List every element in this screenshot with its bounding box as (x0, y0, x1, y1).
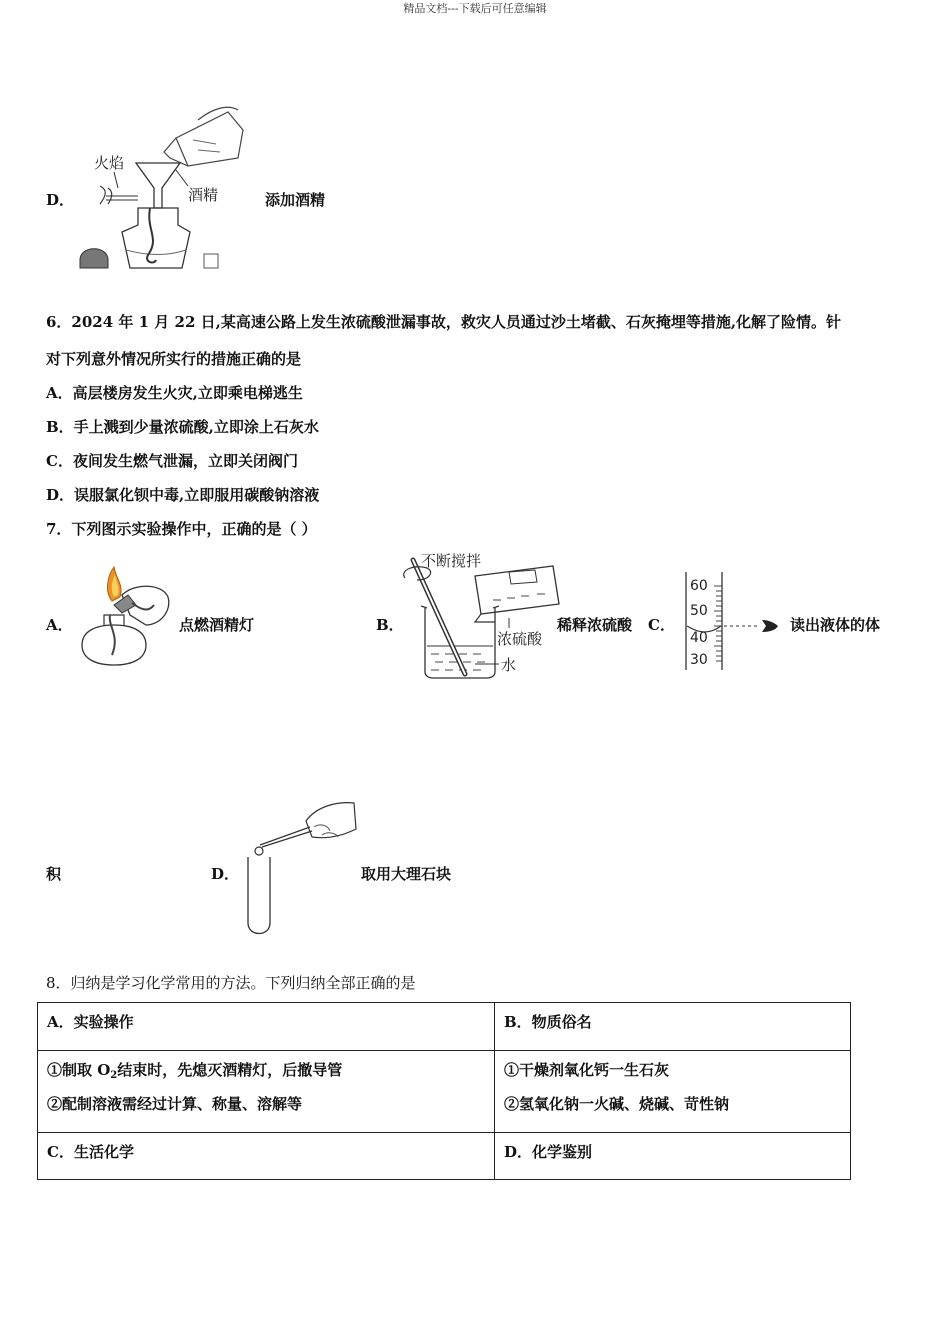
q8-cell-a-title: A．实验操作 (47, 1013, 134, 1031)
fig-acid-label: 浓硫酸 (497, 630, 543, 648)
q8-cell-b-title: B．物质俗名 (504, 1013, 592, 1031)
q6-stem-line2: 对下列意外情况所实行的措施正确的是 (46, 350, 302, 368)
q7-option-d-caption: 取用大理石块 (361, 865, 452, 883)
q8-cell-b-line2: ②氢氧化钠一火碱、烧碱、苛性钠 (504, 1095, 730, 1113)
q6-option-b: B．手上溅到少量浓硫酸,立即涂上石灰水 (46, 418, 319, 436)
cylinder-tick-40: 40 (690, 630, 708, 646)
q7-option-a-letter: A． (46, 616, 73, 634)
q6-option-a: A．高层楼房发生火灾,立即乘电梯逃生 (46, 384, 303, 402)
cylinder-tick-50: 50 (690, 603, 708, 619)
q5-option-d-caption: 添加酒精 (265, 191, 326, 209)
q7-option-a-caption: 点燃酒精灯 (179, 616, 255, 634)
q7-option-d-letter: D． (211, 865, 240, 883)
fig-stir-label: 不断搅拌 (421, 552, 482, 570)
q7-option-c-caption: 读出液体的体 (790, 616, 881, 634)
q8-cell-d-title: D．化学鉴别 (504, 1143, 593, 1161)
q6-option-d: D．误服氯化钡中毒,立即服用碳酸钠溶液 (46, 486, 320, 504)
q7-option-c-letter: C． (648, 616, 675, 634)
q7-option-b-caption: 稀释浓硫酸 (557, 616, 633, 634)
cylinder-tick-30: 30 (690, 652, 708, 668)
q8-table (37, 1002, 851, 1180)
q5-option-d-letter: D． (46, 191, 75, 209)
q8-cell-a-line2: ②配制溶液需经过计算、称量、溶解等 (47, 1095, 303, 1113)
dilute-acid-figure (405, 548, 565, 680)
add-alcohol-figure (78, 100, 248, 275)
fig-water-label: 水 (501, 656, 517, 674)
q6-stem-line1: 6．2024 年 1 月 22 日,某高速公路上发生浓硫酸泄漏事故，救灾人员通过沙土堵截、石灰掩埋等措施,化解了险情。针 (46, 313, 842, 331)
page-header: 精品文档---下载后可任意编辑 (403, 2, 547, 15)
fig-flame-label: 火焰 (94, 154, 125, 172)
read-volume-figure (680, 570, 780, 674)
take-marble-figure (240, 797, 360, 939)
q8-cell-c-title: C．生活化学 (47, 1143, 134, 1161)
cylinder-tick-60: 60 (690, 578, 708, 594)
q7-stem: 7．下列图示实验操作中，正确的是（ ） (46, 520, 317, 538)
q7-option-c-caption-cont: 积 (46, 865, 62, 883)
q8-cell-b-line1: ①干燥剂氧化钙一生石灰 (504, 1061, 670, 1079)
light-lamp-figure (74, 565, 174, 670)
q7-option-b-letter: B． (376, 616, 404, 634)
q8-stem: 8．归纳是学习化学常用的方法。下列归纳全部正确的是 (46, 974, 416, 992)
q8-cell-a-line1: ①制取 $O_2$结束时，先熄灭酒精灯，后撤导管 (47, 1061, 343, 1081)
q6-option-c: C．夜间发生燃气泄漏，立即关闭阀门 (46, 452, 298, 470)
fig-alcohol-label: 酒精 (188, 186, 219, 204)
